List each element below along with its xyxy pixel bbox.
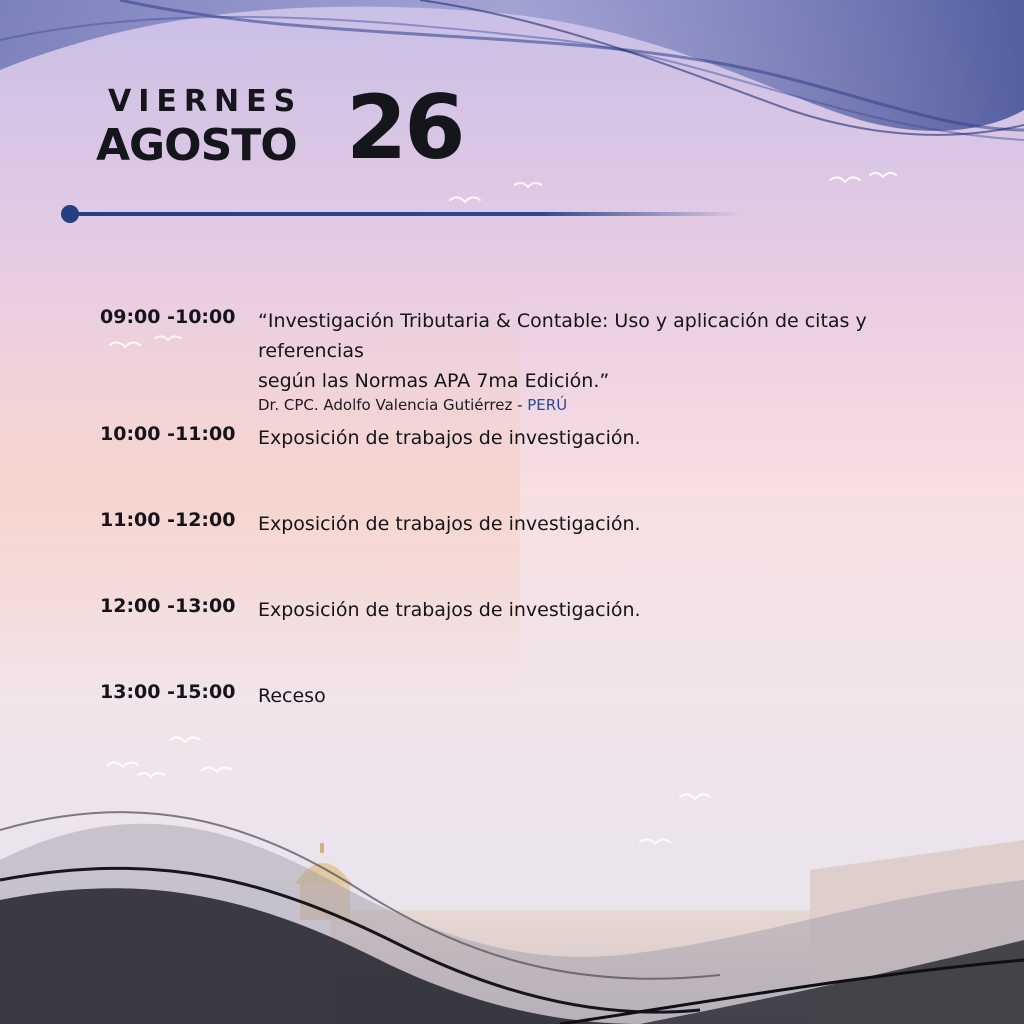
- speaker-line: [258, 396, 958, 414]
- weekday-label: VIERNES: [108, 84, 303, 119]
- schedule-description: Receso: [258, 685, 326, 707]
- schedule-time: 10:00 -11:00: [100, 423, 236, 445]
- schedule-description: Exposición de trabajos de investigación.: [258, 427, 641, 449]
- schedule-time: 12:00 -13:00: [100, 595, 236, 617]
- speaker-country: PERÚ: [527, 396, 568, 414]
- schedule-time: 11:00 -12:00: [100, 509, 236, 531]
- schedule-description: Exposición de trabajos de investigación.: [258, 513, 641, 535]
- header-divider-dot: [61, 205, 79, 223]
- month-label: AGOSTO: [96, 120, 297, 171]
- session-title-line-1: “Investigación Tributaria & Contable: Uso y aplicación de citas y referencias: [258, 310, 867, 362]
- speaker-name: Dr. CPC. Adolfo Valencia Gutiérrez -: [258, 396, 528, 414]
- schedule-description: [258, 306, 958, 414]
- schedule-time: 09:00 -10:00: [100, 306, 236, 328]
- day-number: 26: [346, 76, 463, 179]
- schedule-description: Exposición de trabajos de investigación.: [258, 599, 641, 621]
- session-title-line-2: según las Normas APA 7ma Edición.”: [258, 370, 610, 392]
- header-divider-line: [72, 212, 742, 216]
- schedule-time: 13:00 -15:00: [100, 681, 236, 703]
- date-header: [96, 76, 516, 179]
